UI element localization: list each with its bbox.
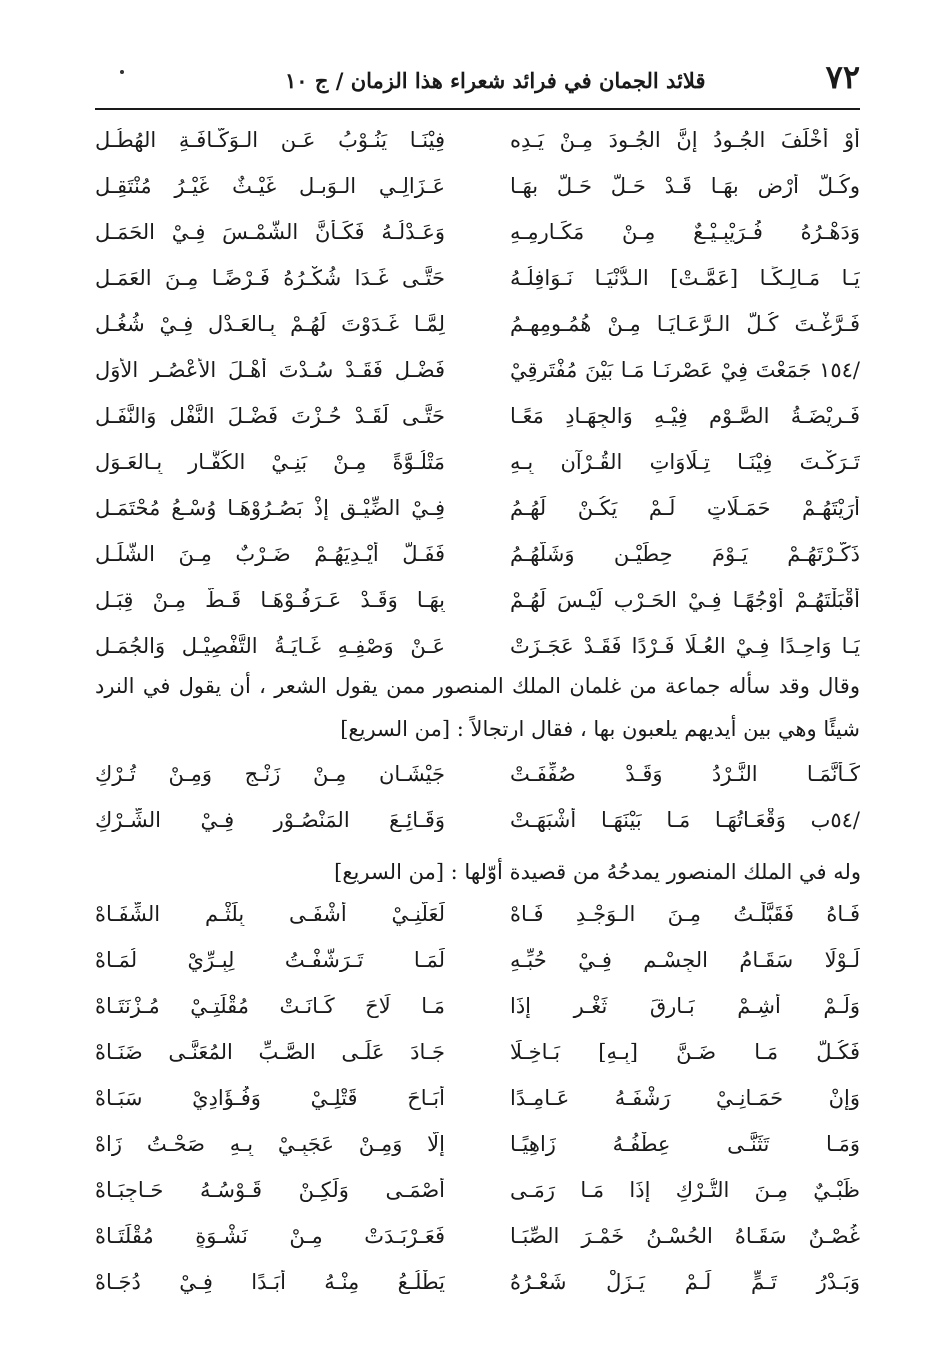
page-number: ٧٢ bbox=[825, 58, 860, 96]
verse-second-hemistich: فِـيْ الضِّيْـقِ إِذْ بَصُـرُوْهَـا وُسْـعُ مُحْتَمَـلِ bbox=[95, 496, 445, 520]
verse-second-hemistich: فِيْنَـا يَنُـوْبُ عَـنِ الـوَكَّـافَـةِ الهُطُـلِ bbox=[95, 128, 445, 152]
verse-second-hemistich: لِمَّـا غَـدَوْتَ لَهُـمْ بِـالعَـدْلِ فِـيْ شُغُـلِ bbox=[95, 312, 445, 336]
verse-first-hemistich: يَـا مَـالِـكًـا [عَمَّـتْ] الـدُّنْيَـا نَـوَافِلُـهُ bbox=[510, 266, 860, 290]
header-rule bbox=[95, 108, 860, 110]
verse-second-hemistich: جَيْشَـانِ مِـنْ زَنْـجٍ وَمِـنْ تُـرْكِ bbox=[95, 762, 445, 786]
verse-first-hemistich: وَمَـا تَثَنَّـى عِطْفُـهُ زَاهِيًـا bbox=[510, 1132, 860, 1156]
verse-first-hemistich: تَـرَكْـتَ فِيْنَـا تِـلَاوَاتِ القُـرْآنِ بِـهِ bbox=[510, 450, 860, 474]
verse-first-hemistich: فَـاهُ فَقَبَّلْـتُ مِـنَ الـوَجْـدِ فَـاهْ bbox=[510, 902, 860, 926]
verse-first-hemistich: يَـا وَاحِـدًا فِـيْ العُـلَا فَـرْدًا فَقَـدْ عَجَـزَتْ bbox=[510, 634, 860, 658]
verse-second-hemistich: وَعَـدْلُـهُ فَكَـأَنَّ الشَّمْـسَ فِـيْ الحَمَـلِ bbox=[95, 220, 445, 244]
verse-second-hemistich: وَقَـائِـعَ المَنْصُـوْرِ فِـيْ الشِّـرْكِ bbox=[95, 808, 445, 832]
verse-second-hemistich: مَتْلُـوَّةً مِـنْ بَنِـيْ الكُفَّـارِ بِـالعَـوَلِ bbox=[95, 450, 445, 474]
prose-paragraph-line-1: وقال وقد سأله جماعة من غلمان الملك المنصور ممن يقول الشعر ، أن يقول في النرد bbox=[95, 674, 860, 698]
running-title: قلائد الجمان في فرائد شعراء هذا الزمان / ج ١٠ bbox=[285, 68, 706, 93]
verse-first-hemistich: أَرَيْتَهُـمْ حَمَـلَاتٍ لَـمْ يَكُـنْ لَهُـمُ bbox=[510, 496, 860, 520]
verse-second-hemistich: عَـزَالِـي الـوَبـلِ غَيْـثٌ غَيْـرُ مُنْتَقِـلِ bbox=[95, 174, 445, 198]
verse-first-hemistich: كَـأَنَّمَـا النَّـرْدُ وَقَـدْ صُفِّفَـتْ bbox=[510, 762, 860, 786]
verse-second-hemistich: بِهَـا وَقَـدْ عَـرَفُـوْهَـا قَـطُّ مِـنْ قِبَـلِ bbox=[95, 588, 445, 612]
verse-second-hemistich: لَمَـا تَـرَشَّفْـتُ لِبِـرِّيْ لُمَـاهْ bbox=[95, 948, 445, 972]
prose-intro-poem-3: وله في الملك المنصور يمدحُهُ من قصيدة أوّلها : [من السريع] bbox=[334, 860, 861, 884]
prose-paragraph-line-2: شيئًا وهي بين أيديهم يلعبون بها ، فقال ارتجالاً : [من السريع] bbox=[340, 717, 860, 741]
verse-first-hemistich: ظَبْـيٌ مِـنَ التُّـرْكِ إِذَا مَـا رَمَـى bbox=[510, 1178, 860, 1202]
verse-first-hemistich: وَبَـدْرُ تَـمٍّ لَـمْ يَـزَلْ شَعْـرُهُ bbox=[510, 1270, 860, 1294]
verse-second-hemistich: لَعَلَّنِـيْ أَشْفَـى بِلَثْـمِ الشِّفَـاهْ bbox=[95, 902, 445, 926]
verse-second-hemistich: أَصْمَـى وَلَكِـنْ قَـوْسُـهُ حَـاجِبَـاهْ bbox=[95, 1178, 445, 1202]
verse-second-hemistich: فَعَـرْبَـدَتْ مِـنْ نَشْـوَةٍ مُقْلَتَـاهْ bbox=[95, 1224, 445, 1248]
verse-second-hemistich: إِلَّا وَمِـنْ عَجَبِـيْ بِـهِ صَحْـتُ زَاهْ bbox=[95, 1132, 445, 1156]
verse-first-hemistich: وَلَـمْ أَشِـمْ بَـارِقَ ثَغْـرٍ إِذَا bbox=[510, 994, 860, 1018]
verse-first-hemistich: وَدَهْـرُهُ فُـرَيْبِـيْـعٌ مِـنْ مَكَـارِمِـهِ bbox=[510, 220, 860, 244]
verse-second-hemistich: مَـا لَاحَ كَـانَـتْ مُقْلَتِـيْ مُـزْنَتَـاهْ bbox=[95, 994, 445, 1018]
verse-second-hemistich: عَـنْ وَصْفِـهِ غَـايَـةُ التَّفْصِيْـلِ وَالجُمَـلِ bbox=[95, 634, 445, 658]
verse-first-hemistich: وكُـلُّ أَرْضٍ بهَـا قَـدْ حَـلَّ حَـلَّ بهَـا bbox=[510, 174, 860, 198]
verse-second-hemistich: فَفَـلَّ أَيْـدِيَهُـمْ ضَـرْبٌ مِـنَ الشَّلَـلِ bbox=[95, 542, 445, 566]
verse-second-hemistich: حَتَّـى غَـدَا شُكْـرُهُ فَـرْضًـا مِـنَ العَمَـلِ bbox=[95, 266, 445, 290]
verse-second-hemistich: يَطْلُـعُ مِنْـهُ أَبَـدًا فِـيْ دُجَـاهْ bbox=[95, 1270, 445, 1294]
verse-first-hemistich: فَـرِيْضَـةُ الصَّـوْمِ فِيْـهِ وَالجِهَـادِ مَعًـا bbox=[510, 404, 860, 428]
verse-first-hemistich: فَكُـلُّ مَـا ضَـنَّ [بِـهِ] بَـاخِـلًا bbox=[510, 1040, 860, 1064]
verse-first-hemistich: أَوْ أَخْلَفَ الجُـودُ إنَّ الجُـودَ مِـنْ يَـدِه bbox=[510, 128, 860, 152]
verse-first-hemistich: وَإِنْ حَمَـانِـيْ رَشْفَـهُ عَـامِـدًا bbox=[510, 1086, 860, 1110]
verse-first-hemistich: /٥٤ب وَقْعَـاتُهَـا مَـا بَيْنَهَـا أَشْبَهَـتْ bbox=[510, 808, 860, 832]
verse-first-hemistich: غُصْـنٌ سَقَـاهُ الحُسْـنُ خَمْـرَ الصِّبَـا bbox=[510, 1224, 860, 1248]
verse-second-hemistich: فَضْـلٍ فَقَـدْ سُـدْتَ أَهْـلَ الأَعْصُـرِ الأُوَلِ bbox=[95, 358, 445, 382]
verse-first-hemistich: أَقْبَلْتَهُـمْ أَوْجُهًـا فِـيْ الحَـرْبِ لَيْـسَ لَهُـمْ bbox=[510, 588, 860, 612]
page-header bbox=[95, 58, 860, 110]
margin-dot bbox=[120, 70, 124, 74]
verse-first-hemistich: ذَكَّـرْتَهُـمْ يَـوْمَ حِطِّيْـنٍ وَشَلَّهُـمُ bbox=[510, 542, 860, 566]
verse-second-hemistich: حَتَّـى لَقَـدْ حُـزْتَ فَضْـلَ النَّفْلِ وَالنَّفَـلِ bbox=[95, 404, 445, 428]
verse-first-hemistich: /١٥٤ جَمَعْتَ فِيْ عَصْرِنَـا مَـا بَيْنَ مُفْتَرِقِيْ bbox=[510, 358, 860, 382]
verse-first-hemistich: فَـرَّغْـتَ كُـلَّ الـرَّعَـايَـا مِـنْ هُمُـومِهِـمُ bbox=[510, 312, 860, 336]
verse-second-hemistich: جَـادَ عَلَـى الصَّـبِّ المُعَنَّـى ضَنَـاهْ bbox=[95, 1040, 445, 1064]
verse-first-hemistich: لَـوْلَا سَقَـامُ الجِسْـمِ فِـيْ حُبِّـهِ bbox=[510, 948, 860, 972]
verse-second-hemistich: أَبَـاحَ قَتْلِـيْ وَفُـؤَادِيْ سَبَـاهْ bbox=[95, 1086, 445, 1110]
